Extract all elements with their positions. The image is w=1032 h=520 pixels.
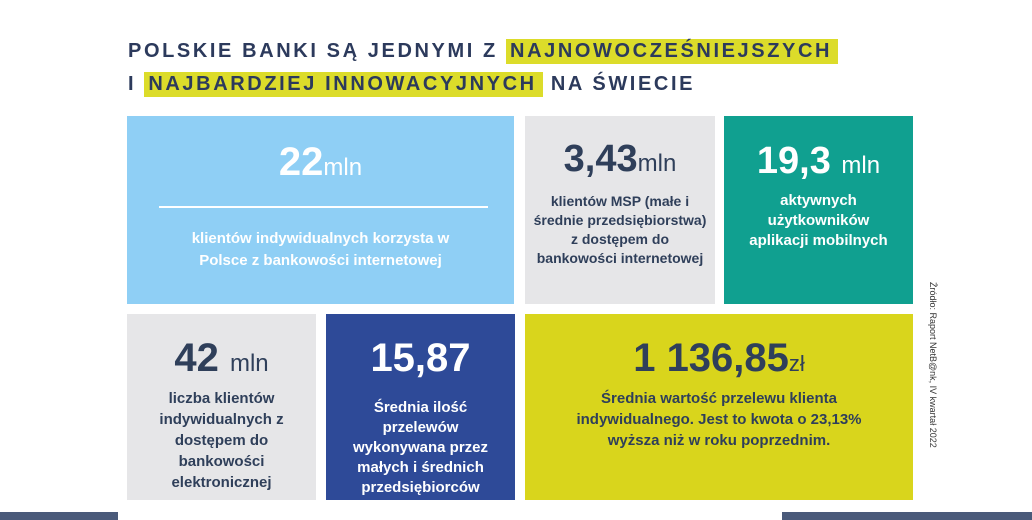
stat-value: 15,87 <box>370 336 471 380</box>
stat-description: klientów indywidualnych korzysta w Polsce z bankowości internetowej <box>191 230 450 269</box>
headline-line-1 <box>128 38 838 64</box>
divider <box>159 206 488 208</box>
stat-unit: mln <box>637 150 677 177</box>
stat-unit: zł <box>788 351 805 376</box>
stat-value: 1 136,85zł <box>633 336 805 380</box>
stat-card-sme-clients <box>525 116 715 304</box>
stat-value: 19,3 mln <box>756 140 881 182</box>
stat-unit: mln <box>229 350 269 377</box>
stat-value: 3,43mln <box>563 138 677 180</box>
stat-card-electronic-banking-clients <box>127 314 316 500</box>
source-note: Źródło: Raport NetB@nk, IV kwartał 2022 <box>928 282 938 448</box>
stat-unit: mln <box>323 154 363 181</box>
headline-prefix: I <box>128 73 137 95</box>
stat-card-mobile-app-users <box>724 116 913 304</box>
stat-description: klientów MSP (małe i średnie przedsiębiorstwa) z dostępem do bankowości internetowej <box>533 193 707 266</box>
stat-description: liczba klientów indywidualnych z dostępem do bankowości elektronicznej <box>159 390 284 491</box>
stat-card-average-transfers <box>326 314 515 500</box>
headline-highlight-2: NAJBARDZIEJ INNOWACYJNYCH <box>144 72 542 97</box>
stat-description: Średnia ilość przelewów wykonywana przez małych i średnich przedsiębiorców <box>352 399 489 496</box>
headline-line-2 <box>128 71 695 97</box>
footer-bar-right <box>782 512 1032 520</box>
headline-plain-text: POLSKIE BANKI SĄ JEDNYMI Z <box>128 40 498 62</box>
stat-value: 42 mln <box>174 336 269 380</box>
stat-description: Średnia wartość przelewu klienta indywidualnego. Jest to kwota o 23,13% wyższa niż w roku poprzednim. <box>576 390 862 449</box>
stat-unit: mln <box>841 152 881 179</box>
headline-highlight-1: NAJNOWOCZEŚNIEJSZYCH <box>506 39 838 64</box>
stat-card-online-banking-clients <box>127 116 514 304</box>
stat-card-average-transfer-value <box>525 314 913 500</box>
stat-value: 22mln <box>278 140 363 184</box>
footer-bar-left <box>0 512 118 520</box>
stat-description: aktywnych użytkowników aplikacji mobilnych <box>749 192 888 249</box>
headline-suffix: NA ŚWIECIE <box>550 73 696 95</box>
